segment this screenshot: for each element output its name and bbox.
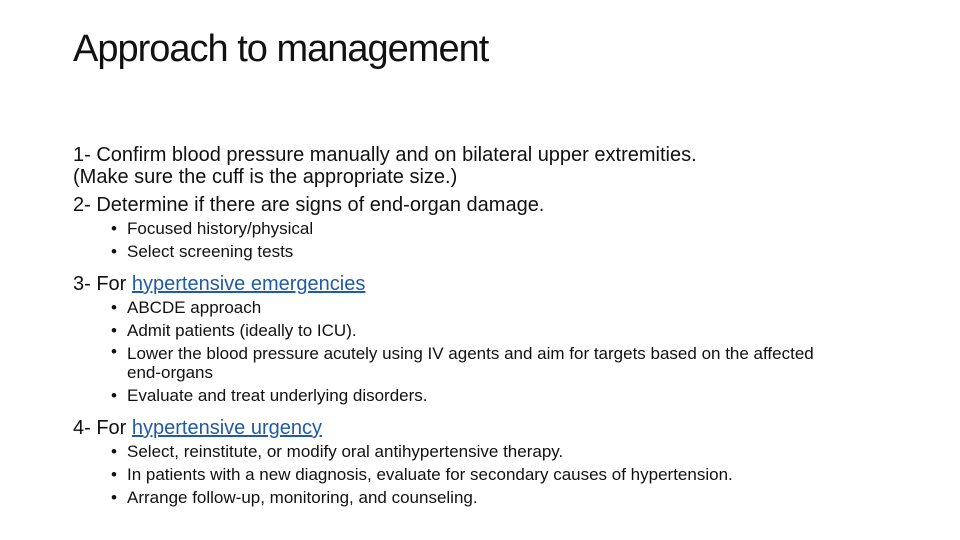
slide-title: Approach to management	[73, 28, 489, 70]
bullet: •	[111, 386, 117, 405]
step-4-prefix: 4- For	[73, 417, 132, 439]
step-4-list	[73, 440, 893, 509]
list-item-text: Select screening tests	[127, 242, 294, 261]
step-1-text: 1- Confirm blood pressure manually and on bilateral upper extremities. (Make sure the cuff is the appropriate size.)	[73, 144, 697, 188]
step-2-text: 2- Determine if there are signs of end-organ damage.	[73, 194, 545, 216]
hypertensive-emergencies-link[interactable]: hypertensive emergencies	[131, 273, 366, 295]
list-item-text: Admit patients (ideally to ICU).	[127, 321, 357, 340]
list-item-text: In patients with a new diagnosis, evaluate for secondary causes of hypertension.	[127, 465, 733, 484]
bullet: •	[111, 465, 117, 484]
list-item-text: Arrange follow-up, monitoring, and counseling.	[127, 488, 478, 507]
list-item	[111, 319, 893, 342]
list-item-text: Evaluate and treat underlying disorders.	[127, 386, 428, 405]
bullet: •	[111, 442, 117, 461]
bullet: •	[111, 321, 117, 340]
list-item	[111, 384, 893, 407]
list-item-text: ABCDE approach	[127, 298, 262, 317]
list-item	[111, 296, 893, 319]
bullet: •	[111, 488, 117, 507]
bullet: •	[111, 298, 117, 317]
list-item-text: Focused history/physical	[127, 219, 314, 238]
list-item	[111, 240, 893, 263]
list-item	[111, 463, 893, 486]
bullet: •	[111, 242, 117, 261]
list-item-text: Select, reinstitute, or modify oral antihypertensive therapy.	[127, 442, 564, 461]
step-3-heading	[73, 273, 893, 295]
list-item	[111, 342, 847, 384]
bullet: •	[111, 219, 117, 238]
list-item-text: Lower the blood pressure acutely using IV agents and aim for targets based on the affected end-organs	[127, 344, 814, 382]
hypertensive-urgency-link[interactable]: hypertensive urgency	[131, 417, 323, 439]
slide-body	[73, 144, 893, 509]
bullet: •	[111, 342, 117, 361]
list-item	[111, 217, 893, 240]
step-4-heading	[73, 417, 893, 439]
list-item	[111, 486, 893, 509]
list-item	[111, 440, 893, 463]
step-2-list	[73, 217, 893, 263]
step-3-list	[73, 296, 893, 407]
step-3-prefix: 3- For	[73, 273, 132, 295]
